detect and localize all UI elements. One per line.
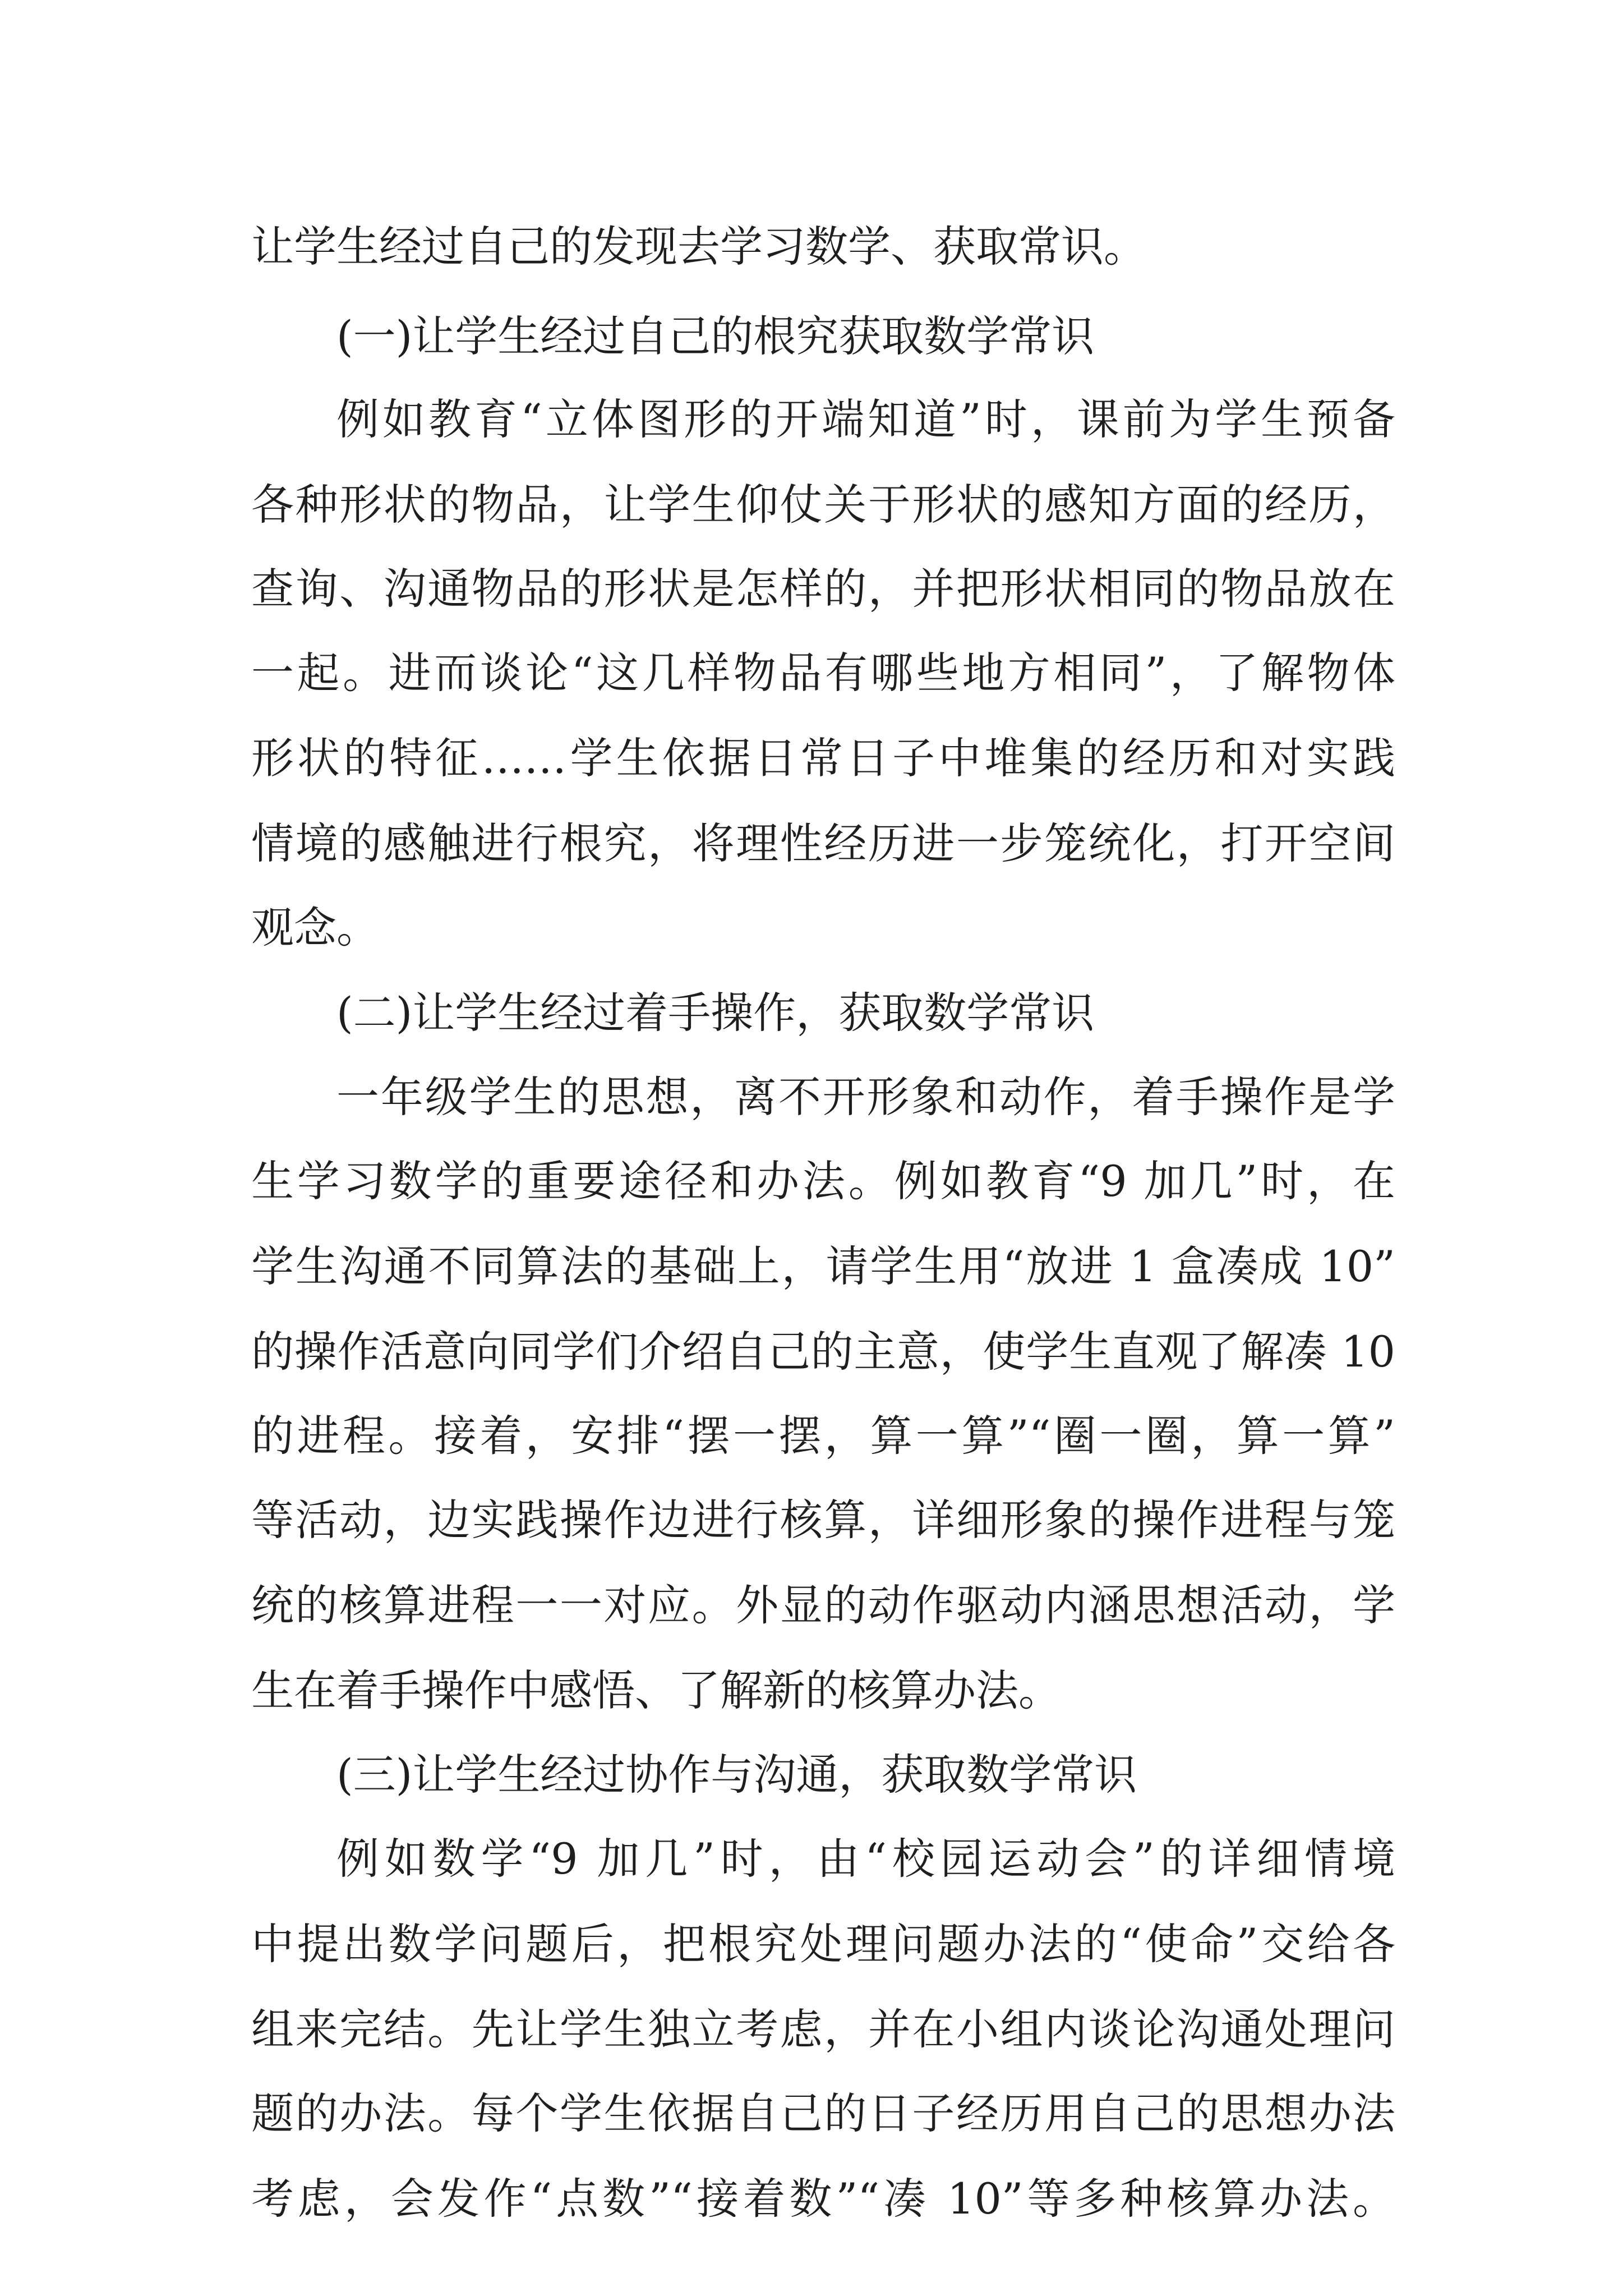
paragraph-line: 各种形状的物品，让学生仰仗关于形状的感知方面的经历， (251, 480, 1395, 530)
paragraph-line: 观念。 (251, 903, 379, 953)
paragraph-line: 等活动，边实践操作边进行核算，详细形象的操作进程与笼 (251, 1495, 1395, 1545)
section-heading: (二)让学生经过着手操作，获取数学常识 (336, 988, 1095, 1038)
paragraph-line: 一年级学生的思想，离不开形象和动作，着手操作是学 (336, 1072, 1395, 1122)
paragraph-line: 查询、沟通物品的形状是怎样的，并把形状相同的物品放在 (251, 564, 1395, 614)
paragraph-line: 让学生经过自己的发现去学习数学、获取常识。 (251, 222, 1146, 272)
paragraph-line: 组来完结。先让学生独立考虑，并在小组内谈论沟通处理问 (251, 2004, 1395, 2054)
section-heading: (三)让学生经过协作与沟通，获取数学常识 (336, 1750, 1137, 1800)
section-heading: (一)让学生经过自己的根究获取数学常识 (336, 311, 1095, 361)
paragraph-line: 例如教育“立体图形的开端知道”时，课前为学生预备 (336, 394, 1395, 444)
paragraph-line: 考虑，会发作“点数”“接着数”“凑 10”等多种核算办法。 (251, 2174, 1395, 2224)
paragraph-line: 情境的感触进行根究，将理性经历进一步笼统化，打开空间 (251, 818, 1395, 868)
paragraph-line: 的操作活意向同学们介绍自己的主意，使学生直观了解凑 10 (251, 1327, 1395, 1377)
paragraph-line: 生在着手操作中感悟、了解新的核算办法。 (251, 1665, 1061, 1715)
paragraph-line: 中提出数学问题后，把根究处理问题办法的“使命”交给各 (251, 1919, 1395, 1969)
paragraph-line: 一起。进而谈论“这几样物品有哪些地方相同”，了解物体 (251, 648, 1395, 698)
paragraph-line: 学生沟通不同算法的基础上，请学生用“放进 1 盒凑成 10” (251, 1241, 1395, 1291)
paragraph-line: 生学习数学的重要途径和办法。例如教育“9 加几”时，在 (251, 1156, 1395, 1206)
paragraph-line: 例如数学“9 加几”时，由“校园运动会”的详细情境 (336, 1834, 1395, 1884)
paragraph-line: 题的办法。每个学生依据自己的日子经历用自己的思想办法 (251, 2088, 1395, 2138)
paragraph-line: 的进程。接着，安排“摆一摆，算一算”“圈一圈，算一算” (251, 1411, 1395, 1461)
paragraph-line: 统的核算进程一一对应。外显的动作驱动内涵思想活动，学 (251, 1580, 1395, 1630)
paragraph-line: 形状的特征……学生依据日常日子中堆集的经历和对实践 (251, 733, 1395, 783)
